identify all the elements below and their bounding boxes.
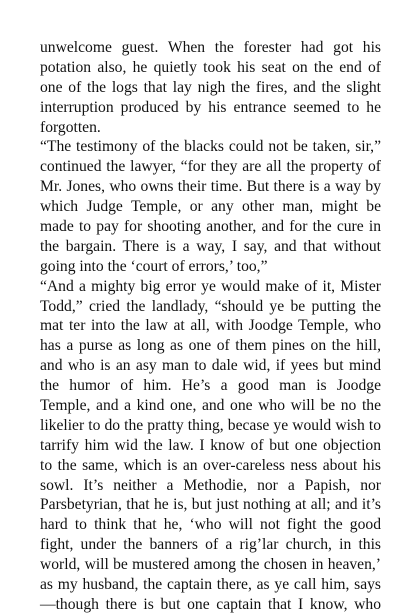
text-line: made to pay for shooting another, and for the cure in <box>40 218 381 236</box>
text-line: as my husband, the captain there, as ye call him, says <box>40 576 381 594</box>
text-line: mat ter into the law at all, with Joodge Temple, who <box>40 317 381 335</box>
text-line: forgotten. <box>40 118 101 136</box>
text-line: continued the lawyer, “for they are all the property of <box>40 158 381 176</box>
text-line: sowl. It’s neither a Methodie, nor a Papish, nor <box>40 476 381 494</box>
text-line: tarrify him wid the law. I know of but one objection <box>40 436 381 454</box>
text-line: unwelcome guest. When the forester had got his <box>40 39 381 56</box>
text-line: —though there is but one captain that I know, who <box>40 595 381 613</box>
text-line: to the same, which is an over-careless ness about his <box>40 456 381 474</box>
text-line: potation also, he quietly took his seat on the end of <box>40 58 381 76</box>
text-line: interruption produced by his entrance seemed to he <box>40 98 381 116</box>
text-line: one of the logs that lay nigh the fires, and the slight <box>40 78 381 96</box>
book-page <box>40 38 381 615</box>
text-line: which Judge Temple, or any other man, might be <box>40 198 381 216</box>
text-line: Mr. Jones, who owns their time. But there is a way by <box>40 178 381 196</box>
text-line: hard to think that he, ‘who will not fight the good <box>40 516 381 534</box>
text-line: the bargain. There is a way, I say, and that without <box>40 237 381 255</box>
text-line: likelier to do the pratty thing, becase ye would wish to <box>40 416 381 434</box>
text-line: world, will be mustered among the chosen in heaven,’ <box>40 556 381 574</box>
text-line: Parsbetyrian, that he is, but just nothing at all; and it’s <box>40 496 381 514</box>
text-line: “And a mighty big error ye would make of it, Mister <box>40 277 381 295</box>
text-line: the humor of him. He’s a good man is Joodge <box>40 377 381 395</box>
text-line: and who is an asy man to dale wid, if yees but mind <box>40 357 381 375</box>
text-line: fight, under the banners of a rig’lar church, in this <box>40 536 381 554</box>
text-line: has a purse as long as one of them pines on the hill, <box>40 337 381 355</box>
text-line: Todd,” cried the landlady, “should ye be putting the <box>40 297 381 315</box>
text-line: “The testimony of the blacks could not be taken, sir,” <box>40 138 381 156</box>
text-line: going into the ‘court of errors,’ too,” <box>40 257 268 275</box>
text-line: Temple, and a kind one, and one who will be no the <box>40 397 381 415</box>
